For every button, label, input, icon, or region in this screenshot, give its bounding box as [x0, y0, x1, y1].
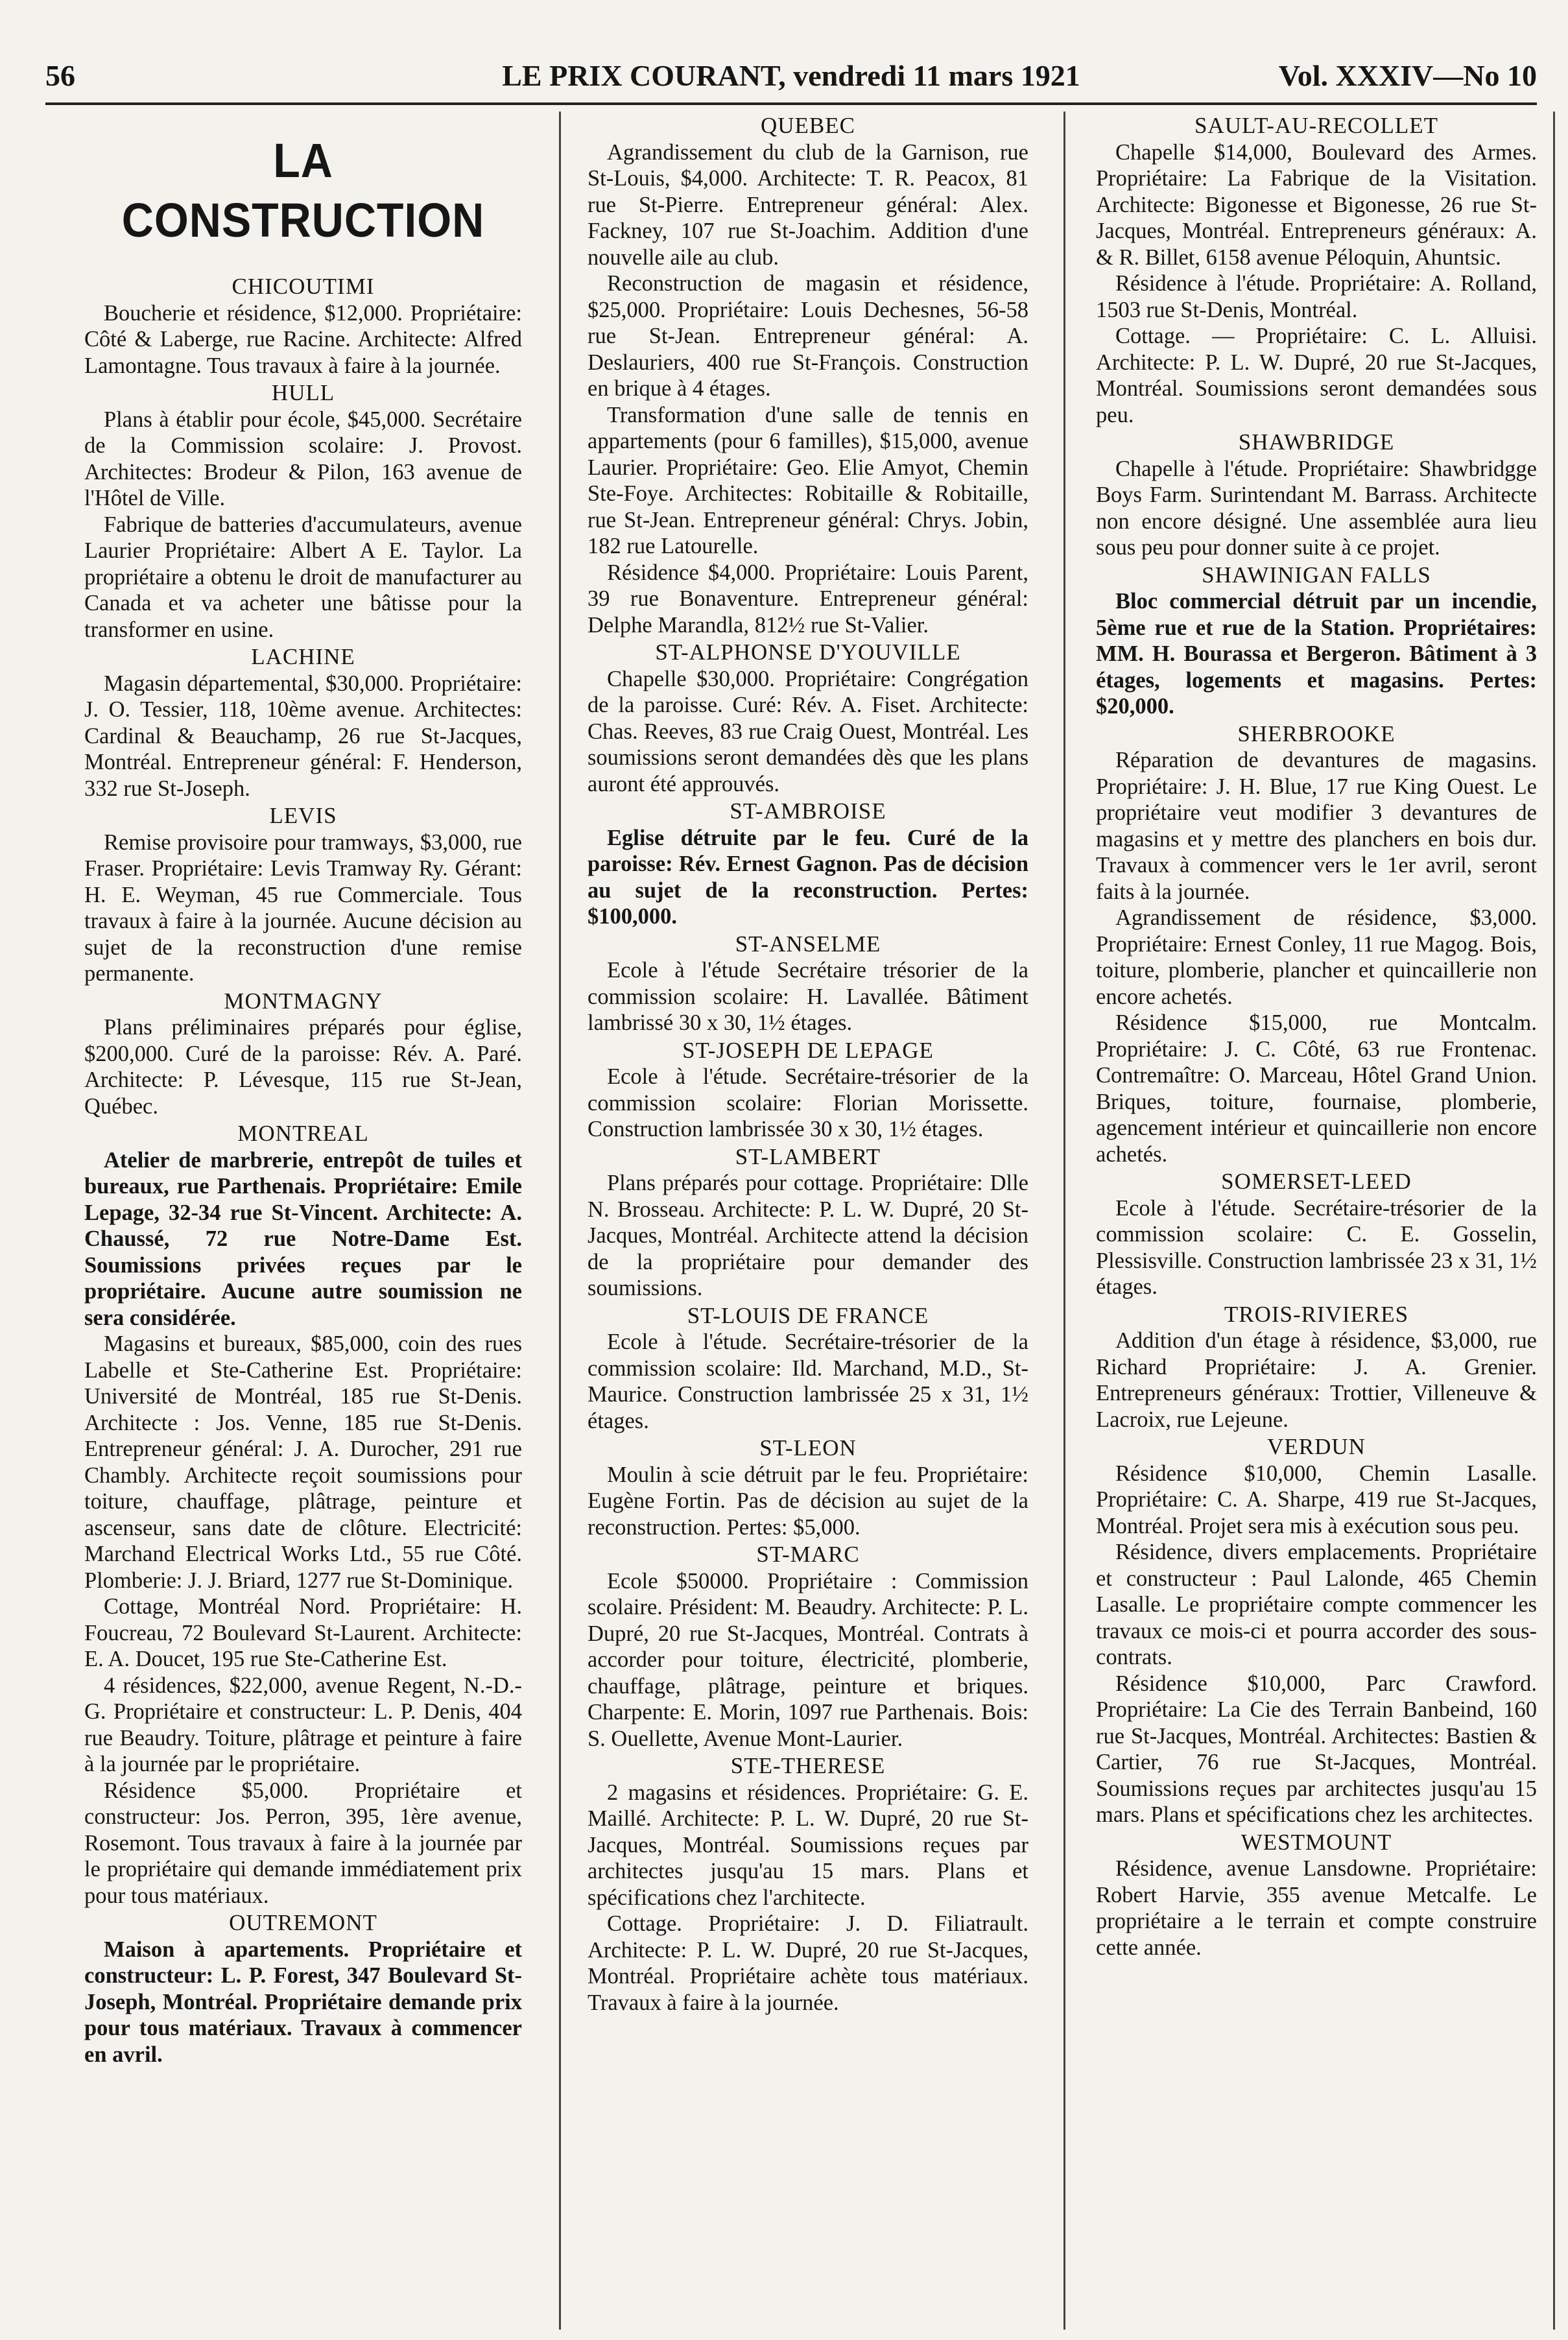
place-heading: OUTREMONT	[229, 1910, 377, 1935]
column-divider	[1553, 112, 1555, 2330]
place-heading: ST-LOUIS DE FRANCE	[687, 1302, 929, 1328]
page-number: 56	[45, 59, 75, 92]
construction-entry: Maison à apartements. Propriétaire et constructeur: L. P. Forest, 347 Boulevard St-Joseph, Montréal. Propriétaire demande prix pour tous matériaux. Travaux à commencer en avril.	[84, 1937, 522, 2067]
place-heading: SOMERSET-LEED	[1221, 1169, 1412, 1194]
column-1	[84, 112, 522, 2317]
newspaper-title: LE PRIX COURANT, vendredi 11 mars 1921	[502, 59, 1080, 92]
place-heading: ST-ALPHONSE D'YOUVILLE	[655, 639, 961, 665]
place-heading: VERDUN	[1267, 1434, 1366, 1459]
column-divider	[559, 112, 561, 2330]
place-heading: HULL	[271, 380, 335, 405]
construction-entry: Réparation de devantures de magasins. Propriétaire: J. H. Blue, 17 rue King Ouest. Le propriétaire veut modifier 3 devantures de magasins et y mettre des planchers en bois dur. Travaux à commencer vers le 1er avril, seront faits à la journée.	[1096, 748, 1537, 904]
place-heading: LEVIS	[269, 803, 337, 828]
construction-entry: Magasins et bureaux, $85,000, coin des rues Labelle et Ste-Catherine Est. Propriétaire: Université de Montréal, 185 rue St-Denis. Architecte : Jos. Venne, 185 rue St-Denis. Entrepreneur général: J. A. Durocher, 291 rue Chambly. Architecte reçoit soumissions pour toiture, chauffage, plâtrage, peinture et ascenseur, sans date de clôture. Electricité: Marchand Electrical Works Ltd., 55 rue Côté. Plomberie: J. J. Briard, 1277 rue St-Dominique.	[84, 1331, 522, 1593]
place-heading: ST-ANSELME	[735, 931, 881, 957]
construction-entry: Résidence, divers emplacements. Propriétaire et constructeur : Paul Lalonde, 465 Chemin Lasalle. Le propriétaire compte commencer les travaux ce mois-ci et pourra accorder des sous-contrats.	[1096, 1540, 1537, 1669]
construction-entry: Moulin à scie détruit par le feu. Propriétaire: Eugène Fortin. Pas de décision au sujet de la reconstruction. Pertes: $5,000.	[588, 1462, 1028, 1540]
construction-entry: Cottage, Montréal Nord. Propriétaire: H. Foucreau, 72 Boulevard St-Laurent. Architecte: E. A. Doucet, 195 rue Ste-Catherine Est.	[84, 1594, 522, 1671]
construction-entry: Transformation d'une salle de tennis en appartements (pour 6 familles), $15,000, avenue Laurier. Propriétaire: Geo. Elie Amyot, Chemin Ste-Foye. Architectes: Robitaille & Robitaille, rue St-Jean. Entrepreneur général: Chrys. Jobin, 182 rue Latourelle.	[588, 402, 1028, 558]
construction-entry: Ecole à l'étude. Secrétaire-trésorier de la commission scolaire: Florian Morissette. Construction lambrissée 30 x 30, 1½ étages.	[588, 1064, 1028, 1141]
place-heading: STE-THERESE	[730, 1753, 886, 1778]
construction-entry: Ecole à l'étude Secrétaire trésorier de la commission scolaire: H. Lavallée. Bâtiment lambrissé 30 x 30, 1½ étages.	[588, 958, 1028, 1035]
header-rule	[45, 102, 1537, 105]
place-heading: SAULT-AU-RECOLLET	[1194, 113, 1439, 138]
construction-entry: Chapelle à l'étude. Propriétaire: Shawbridgge Boys Farm. Surintendant M. Barrass. Architecte non encore désigné. Une assemblée aura lieu sous peu pour donner suite à ce projet.	[1096, 456, 1537, 560]
construction-entry: Atelier de marbrerie, entrepôt de tuiles et bureaux, rue Parthenais. Propriétaire: Emile Lepage, 32-34 rue St-Vincent. Architecte: A. Chaussé, 72 rue Notre-Dame Est. Soumissions privées reçues par le propriétaire. Aucune autre soumission ne sera considérée.	[84, 1147, 522, 1330]
place-heading: MONTREAL	[237, 1121, 369, 1146]
construction-entry: 4 résidences, $22,000, avenue Regent, N.-D.-G. Propriétaire et constructeur: L. P. Denis, 404 rue Beaudry. Toiture, plâtrage et peinture à faire à la journée par le propriétaire.	[84, 1673, 522, 1776]
page-header	[45, 53, 1537, 99]
column-divider	[1063, 112, 1065, 2330]
place-heading: SHAWBRIDGE	[1238, 429, 1395, 455]
place-heading: TROIS-RIVIERES	[1224, 1301, 1409, 1327]
place-heading: ST-JOSEPH DE LEPAGE	[682, 1037, 934, 1063]
section-title: LA CONSTRUCTION	[121, 134, 485, 247]
construction-entry: Cottage. Propriétaire: J. D. Filiatrault. Architecte: P. L. W. Dupré, 20 rue St-Jacques, Montréal. Propriétaire achète tous matériaux. Travaux à faire à la journée.	[588, 1911, 1028, 2015]
place-heading: ST-MARC	[756, 1542, 860, 1567]
place-heading: ST-LEON	[759, 1435, 857, 1461]
place-heading: SHAWINIGAN FALLS	[1202, 562, 1431, 588]
construction-entry: Agrandissement du club de la Garnison, rue St-Louis, $4,000. Architecte: T. R. Peacox, 81 rue St-Pierre. Entrepreneur général: Alex. Fackney, 107 rue St-Joachim. Addition d'une nouvelle aile au club.	[588, 139, 1028, 270]
construction-entry: Plans préliminaires préparés pour église, $200,000. Curé de la paroisse: Rév. A. Paré. Architecte: P. Lévesque, 115 rue St-Jean, Québec.	[84, 1015, 522, 1119]
construction-entry: Résidence $5,000. Propriétaire et constructeur: Jos. Perron, 395, 1ère avenue, Rosemont. Tous travaux à faire à la journée par le propriétaire qui demande immédiatement prix pour tous matériaux.	[84, 1778, 522, 1908]
construction-entry: Résidence $10,000, Chemin Lasalle. Propriétaire: C. A. Sharpe, 419 rue St-Jacques, Montréal. Projet sera mis à exécution sous peu.	[1096, 1461, 1537, 1538]
construction-entry: Ecole $50000. Propriétaire : Commission scolaire. Président: M. Beaudry. Architecte: P. L. Dupré, 20 rue St-Jacques, Montréal. Contrats à accorder pour toiture, électricité, plomberie, chauffage, plâtrage, peinture et briques. Charpente: E. Morin, 1097 rue Parthenais. Bois: S. Ouellette, Avenue Mont-Laurier.	[588, 1568, 1028, 1751]
place-heading: MONTMAGNY	[224, 988, 383, 1014]
place-heading: ST-AMBROISE	[730, 798, 886, 824]
place-heading: CHICOUTIMI	[232, 274, 375, 299]
construction-entry: 2 magasins et résidences. Propriétaire: G. E. Maillé. Architecte: P. L. W. Dupré, 20 rue St-Jacques, Montréal. Soumissions reçues par architectes jusqu'au 15 mars. Plans et spécifications chez l'architecte.	[588, 1780, 1028, 1910]
construction-entry: Chapelle $14,000, Boulevard des Armes. Propriétaire: La Fabrique de la Visitation. Architecte: Bigonesse et Bigonesse, 26 rue St-Jacques, Montréal. Entrepreneurs généraux: A. & R. Billet, 6158 avenue Péloquin, Ahuntsic.	[1096, 139, 1537, 270]
construction-entry: Bloc commercial détruit par un incendie, 5ème rue et rue de la Station. Propriétaires: MM. H. Bourassa et Bergeron. Bâtiment à 3 étages, logements et magasins. Pertes: $20,000.	[1096, 589, 1537, 719]
construction-entry: Boucherie et résidence, $12,000. Propriétaire: Côté & Laberge, rue Racine. Architecte: Alfred Lamontagne. Tous travaux à faire à la journée.	[84, 300, 522, 378]
place-heading: QUEBEC	[761, 113, 855, 138]
place-heading: WESTMOUNT	[1241, 1829, 1392, 1855]
construction-entry: Fabrique de batteries d'accumulateurs, avenue Laurier Propriétaire: Albert A E. Taylor. La propriétaire a obtenu le droit de manufacturer au Canada et va acheter une bâtisse pour la transformer en usine.	[84, 512, 522, 642]
column-2	[588, 112, 1028, 2317]
construction-entry: Plans préparés pour cottage. Propriétaire: Dlle N. Brosseau. Architecte: P. L. W. Dupré, 20 St-Jacques, Montréal. Architecte attend la décision de la propriétaire pour demander des soumissions.	[588, 1171, 1028, 1300]
construction-entry: Plans à établir pour école, $45,000. Secrétaire de la Commission scolaire: J. Provost. Architectes: Brodeur & Pilon, 163 avenue de l'Hôtel de Ville.	[84, 407, 522, 510]
construction-entry: Résidence $10,000, Parc Crawford. Propriétaire: La Cie des Terrain Banbeind, 160 rue St-Jacques, Montréal. Architectes: Bastien & Cartier, 76 rue St-Jacques, Montréal. Soumissions reçues par architectes jusqu'au 15 mars. Plans et spécifications chez les architectes.	[1096, 1671, 1537, 1827]
volume-number: Vol. XXXIV—No 10	[1278, 59, 1537, 92]
construction-entry: Agrandissement de résidence, $3,000. Propriétaire: Ernest Conley, 11 rue Magog. Bois, toiture, plomberie, plancher et quincaillerie non encore achetés.	[1096, 905, 1537, 1009]
construction-entry: Magasin départemental, $30,000. Propriétaire: J. O. Tessier, 118, 10ème avenue. Architectes: Cardinal & Beauchamp, 26 rue St-Jacques, Montréal. Entrepreneur général: F. Henderson, 332 rue St-Joseph.	[84, 671, 522, 801]
construction-entry: Ecole à l'étude. Secrétaire-trésorier de la commission scolaire: C. E. Gosselin, Plessisville. Construction lambrissée 23 x 31, 1½ étages.	[1096, 1195, 1537, 1299]
construction-entry: Cottage. — Propriétaire: C. L. Alluisi. Architecte: P. L. W. Dupré, 20 rue St-Jacques, Montréal. Soumissions seront demandées sous peu.	[1096, 324, 1537, 427]
construction-entry: Résidence, avenue Lansdowne. Propriétaire: Robert Harvie, 355 avenue Metcalfe. Le propriétaire a le terrain et compte construire cette année.	[1096, 1856, 1537, 1960]
place-heading: ST-LAMBERT	[735, 1143, 881, 1169]
construction-entry: Chapelle $30,000. Propriétaire: Congrégation de la paroisse. Curé: Rév. A. Fiset. Architecte: Chas. Reeves, 83 rue Craig Ouest, Montréal. Les soumissions seront demandées dès que les plans auront été approuvés.	[588, 666, 1028, 796]
construction-entry: Résidence $15,000, rue Montcalm. Propriétaire: J. C. Côté, 63 rue Frontenac. Contremaître: O. Marceau, Hôtel Grand Union. Briques, toiture, fournaise, plomberie, agencement intérieur et quincaillerie non encore achetés.	[1096, 1010, 1537, 1167]
construction-entry: Résidence à l'étude. Propriétaire: A. Rolland, 1503 rue St-Denis, Montréal.	[1096, 271, 1537, 322]
construction-entry: Résidence $4,000. Propriétaire: Louis Parent, 39 rue Bonaventure. Entrepreneur général: Delphe Marandla, 812½ rue St-Valier.	[588, 560, 1028, 638]
construction-entry: Reconstruction de magasin et résidence, $25,000. Propriétaire: Louis Dechesnes, 56-58 rue St-Jean. Entrepreneur général: A. Deslauriers, 400 rue St-François. Construction en brique à 4 étages.	[588, 271, 1028, 401]
place-heading: SHERBROOKE	[1237, 721, 1396, 746]
construction-entry: Remise provisoire pour tramways, $3,000, rue Fraser. Propriétaire: Levis Tramway Ry. Gérant: H. E. Weyman, 45 rue Commerciale. Tous travaux à faire à la journée. Aucune décision au sujet de la reconstruction d'une remise permanente.	[84, 830, 522, 986]
construction-entry: Addition d'un étage à résidence, $3,000, rue Richard Propriétaire: J. A. Grenier. Entrepreneurs généraux: Trottier, Villeneuve & Lacroix, rue Lejeune.	[1096, 1328, 1537, 1432]
construction-entry: Ecole à l'étude. Secrétaire-trésorier de la commission scolaire: Ild. Marchand, M.D., St-Maurice. Construction lambrissée 25 x 31, 1½ étages.	[588, 1330, 1028, 1433]
column-3	[1096, 112, 1537, 2317]
place-heading: LACHINE	[251, 644, 355, 669]
construction-entry: Eglise détruite par le feu. Curé de la paroisse: Rév. Ernest Gagnon. Pas de décision au sujet de la reconstruction. Pertes: $100,000.	[588, 825, 1028, 929]
